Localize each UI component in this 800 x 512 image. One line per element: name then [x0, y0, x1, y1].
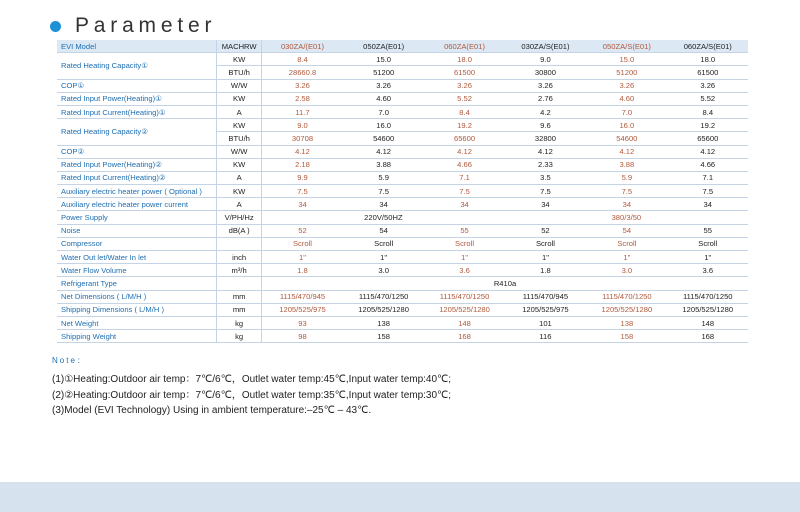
row-label: Rated Heating Capacity②: [57, 119, 217, 145]
table-row: [57, 316, 748, 329]
row-label: Shipping Dimensions ( L/M/H ): [57, 303, 217, 316]
cell-value: 030ZA/(E01): [262, 40, 343, 53]
row-label: Auxiliary electric heater power current: [57, 198, 217, 211]
cell-value: 4.66: [668, 158, 748, 171]
cell-value: 3.26: [424, 79, 504, 92]
cell-value: 98: [262, 330, 343, 343]
row-unit: [217, 237, 262, 250]
cell-value: 060ZA(E01): [424, 40, 504, 53]
cell-value: 34: [343, 198, 424, 211]
cell-value: 220V/50HZ: [262, 211, 505, 224]
cell-value: 54: [343, 224, 424, 237]
cell-value: 16.0: [586, 119, 667, 132]
title-bar: [50, 14, 216, 38]
row-label: Auxiliary electric heater power ( Optional ): [57, 185, 217, 198]
cell-value: 4.60: [586, 92, 667, 105]
cell-value: 4.12: [668, 145, 748, 158]
table-row: [57, 264, 748, 277]
cell-value: 1115/470/1250: [586, 290, 667, 303]
cell-value: 1205/525/975: [262, 303, 343, 316]
table-row: [57, 145, 748, 158]
cell-value: 9.9: [262, 171, 343, 184]
cell-value: 4.12: [586, 145, 667, 158]
cell-value: 8.4: [424, 105, 504, 118]
cell-value: 1.8: [262, 264, 343, 277]
row-label: Noise: [57, 224, 217, 237]
table-row: [57, 277, 748, 290]
row-unit: MACHRW: [217, 40, 262, 53]
row-unit: dB(A ): [217, 224, 262, 237]
note-line: (3)Model (EVI Technology) Using in ambient temperature:–25℃ – 43℃.: [52, 405, 372, 416]
cell-value: 18.0: [424, 53, 504, 66]
cell-value: 3.6: [424, 264, 504, 277]
cell-value: 1205/525/1280: [424, 303, 504, 316]
row-unit: W/W: [217, 145, 262, 158]
row-label: Refrigerant Type: [57, 277, 217, 290]
cell-value: Scroll: [586, 237, 667, 250]
cell-value: 1.8: [505, 264, 586, 277]
cell-value: 168: [424, 330, 504, 343]
cell-value: 3.26: [505, 79, 586, 92]
cell-value: 3.26: [262, 79, 343, 92]
cell-value: 5.9: [586, 171, 667, 184]
row-unit: KW: [217, 158, 262, 171]
notes-heading: Note：: [52, 356, 87, 365]
cell-value: 30800: [505, 66, 586, 79]
cell-value: 7.0: [586, 105, 667, 118]
cell-value: 54600: [586, 132, 667, 145]
row-label: Water Out let/Water In let: [57, 251, 217, 264]
row-unit: A: [217, 105, 262, 118]
cell-value: 1205/525/1280: [668, 303, 748, 316]
cell-value: 5.9: [343, 171, 424, 184]
cell-value: 1115/470/1250: [343, 290, 424, 303]
row-label: Shipping Weight: [57, 330, 217, 343]
row-unit: BTU/h: [217, 66, 262, 79]
cell-value: 4.2: [505, 105, 586, 118]
cell-value: 2.18: [262, 158, 343, 171]
row-unit: mm: [217, 303, 262, 316]
cell-value: 1115/470/1250: [668, 290, 748, 303]
cell-value: 1205/525/975: [505, 303, 586, 316]
row-unit: kg: [217, 330, 262, 343]
cell-value: 8.4: [668, 105, 748, 118]
cell-value: 51200: [586, 66, 667, 79]
cell-value: 1205/525/1280: [343, 303, 424, 316]
cell-value: 19.2: [668, 119, 748, 132]
cell-value: 1": [668, 251, 748, 264]
cell-value: 9.0: [505, 53, 586, 66]
cell-value: 148: [424, 316, 504, 329]
cell-value: 050ZA/S(E01): [586, 40, 667, 53]
cell-value: 148: [668, 316, 748, 329]
cell-value: 15.0: [586, 53, 667, 66]
cell-value: 54: [586, 224, 667, 237]
cell-value: 7.1: [424, 171, 504, 184]
cell-value: 55: [424, 224, 504, 237]
bullet-dot-icon: [50, 21, 61, 32]
table-row: [57, 185, 748, 198]
cell-value: 7.1: [668, 171, 748, 184]
cell-value: 3.88: [343, 158, 424, 171]
cell-value: 18.0: [668, 53, 748, 66]
table-row: [57, 211, 748, 224]
cell-value: 1": [262, 251, 343, 264]
cell-value: 1115/470/945: [262, 290, 343, 303]
cell-value: 65600: [424, 132, 504, 145]
table-row: [57, 171, 748, 184]
row-label: Compressor: [57, 237, 217, 250]
row-unit: W/W: [217, 79, 262, 92]
cell-value: 15.0: [343, 53, 424, 66]
row-label: Rated Heating Capacity①: [57, 53, 217, 79]
cell-value: 158: [343, 330, 424, 343]
cell-value: 2.58: [262, 92, 343, 105]
cell-value: Scroll: [668, 237, 748, 250]
row-label: EVI Model: [57, 40, 217, 53]
row-unit: KW: [217, 53, 262, 66]
cell-value: 51200: [343, 66, 424, 79]
cell-value: 34: [262, 198, 343, 211]
cell-value: 54600: [343, 132, 424, 145]
cell-value: 9.6: [505, 119, 586, 132]
cell-value: 5.52: [668, 92, 748, 105]
row-unit: BTU/h: [217, 132, 262, 145]
row-label: Rated Input Current(Heating)②: [57, 171, 217, 184]
cell-value: 7.5: [586, 185, 667, 198]
cell-value: 61500: [424, 66, 504, 79]
row-label: Water Flow Volume: [57, 264, 217, 277]
cell-value: 030ZA/S(E01): [505, 40, 586, 53]
cell-value: 3.26: [668, 79, 748, 92]
cell-value: 1": [505, 251, 586, 264]
cell-value: 61500: [668, 66, 748, 79]
note-line: (2)②Heating:Outdoor air temp：7℃/6℃，Outlet water temp:35℃,Input water temp:30℃;: [52, 389, 452, 401]
cell-value: Scroll: [343, 237, 424, 250]
cell-value: 158: [586, 330, 667, 343]
table-row: [57, 119, 748, 132]
cell-value: 7.5: [262, 185, 343, 198]
row-label: Rated Input Current(Heating)①: [57, 105, 217, 118]
row-unit: A: [217, 171, 262, 184]
note-line: (1)①Heating:Outdoor air temp：7℃/6℃，Outlet water temp:45℃,Input water temp:40℃;: [52, 374, 452, 385]
row-label: Rated Input Power(Heating)①: [57, 92, 217, 105]
cell-value: 3.6: [668, 264, 748, 277]
cell-value: 1": [343, 251, 424, 264]
cell-value: 16.0: [343, 119, 424, 132]
cell-value: 28660.8: [262, 66, 343, 79]
cell-value: 4.66: [424, 158, 504, 171]
table-row: [57, 198, 748, 211]
cell-value: 7.0: [343, 105, 424, 118]
table-row: [57, 330, 748, 343]
row-label: Rated Input Power(Heating)②: [57, 158, 217, 171]
notes-section: [52, 355, 451, 419]
cell-value: 32800: [505, 132, 586, 145]
cell-value: 3.5: [505, 171, 586, 184]
cell-value: 1205/525/1280: [586, 303, 667, 316]
cell-value: 1": [586, 251, 667, 264]
cell-value: 30708: [262, 132, 343, 145]
table-row: [57, 79, 748, 92]
row-unit: KW: [217, 119, 262, 132]
cell-value: Scroll: [262, 237, 343, 250]
cell-value: 7.5: [505, 185, 586, 198]
cell-value: 4.60: [343, 92, 424, 105]
parameter-table: [57, 40, 748, 343]
cell-value: 7.5: [343, 185, 424, 198]
table-row: [57, 105, 748, 118]
cell-value: 101: [505, 316, 586, 329]
table-row: [57, 40, 748, 53]
cell-value: 11.7: [262, 105, 343, 118]
cell-value: 138: [343, 316, 424, 329]
cell-value: Scroll: [505, 237, 586, 250]
row-unit: kg: [217, 316, 262, 329]
cell-value: 4.12: [343, 145, 424, 158]
cell-value: 3.0: [586, 264, 667, 277]
row-label: COP②: [57, 145, 217, 158]
cell-value: 8.4: [262, 53, 343, 66]
row-unit: inch: [217, 251, 262, 264]
cell-value: 4.12: [262, 145, 343, 158]
cell-value: 2.76: [505, 92, 586, 105]
cell-value: 93: [262, 316, 343, 329]
cell-value: 52: [505, 224, 586, 237]
cell-value: 34: [505, 198, 586, 211]
cell-value: 380/3/50: [505, 211, 748, 224]
cell-value: 1115/470/1250: [424, 290, 504, 303]
cell-value: 19.2: [424, 119, 504, 132]
row-unit: A: [217, 198, 262, 211]
cell-value: 4.12: [505, 145, 586, 158]
footer-band: [0, 482, 800, 512]
row-unit: V/PH/Hz: [217, 211, 262, 224]
table-row: [57, 237, 748, 250]
cell-value: R410a: [262, 277, 748, 290]
table-row: [57, 290, 748, 303]
cell-value: 060ZA/S(E01): [668, 40, 748, 53]
row-label: COP①: [57, 79, 217, 92]
cell-value: 4.12: [424, 145, 504, 158]
cell-value: 3.88: [586, 158, 667, 171]
cell-value: 138: [586, 316, 667, 329]
cell-value: 2.33: [505, 158, 586, 171]
cell-value: 34: [586, 198, 667, 211]
cell-value: 7.5: [424, 185, 504, 198]
cell-value: 3.0: [343, 264, 424, 277]
cell-value: 65600: [668, 132, 748, 145]
row-label: Net Weight: [57, 316, 217, 329]
row-unit: mm: [217, 290, 262, 303]
table-row: [57, 251, 748, 264]
table-row: [57, 224, 748, 237]
cell-value: 116: [505, 330, 586, 343]
cell-value: 7.5: [668, 185, 748, 198]
row-unit: KW: [217, 185, 262, 198]
table-row: [57, 53, 748, 66]
cell-value: Scroll: [424, 237, 504, 250]
row-unit: KW: [217, 92, 262, 105]
cell-value: 1": [424, 251, 504, 264]
row-unit: [217, 277, 262, 290]
row-label: Power Supply: [57, 211, 217, 224]
cell-value: 52: [262, 224, 343, 237]
cell-value: 5.52: [424, 92, 504, 105]
cell-value: 34: [668, 198, 748, 211]
cell-value: 55: [668, 224, 748, 237]
table-row: [57, 158, 748, 171]
cell-value: 3.26: [586, 79, 667, 92]
cell-value: 168: [668, 330, 748, 343]
row-unit: m³/h: [217, 264, 262, 277]
table-row: [57, 303, 748, 316]
cell-value: 9.0: [262, 119, 343, 132]
cell-value: 3.26: [343, 79, 424, 92]
cell-value: 34: [424, 198, 504, 211]
page-title: Parameter: [75, 14, 217, 37]
cell-value: 1115/470/945: [505, 290, 586, 303]
table-row: [57, 92, 748, 105]
cell-value: 050ZA(E01): [343, 40, 424, 53]
row-label: Net Dimensions ( L/M/H ): [57, 290, 217, 303]
